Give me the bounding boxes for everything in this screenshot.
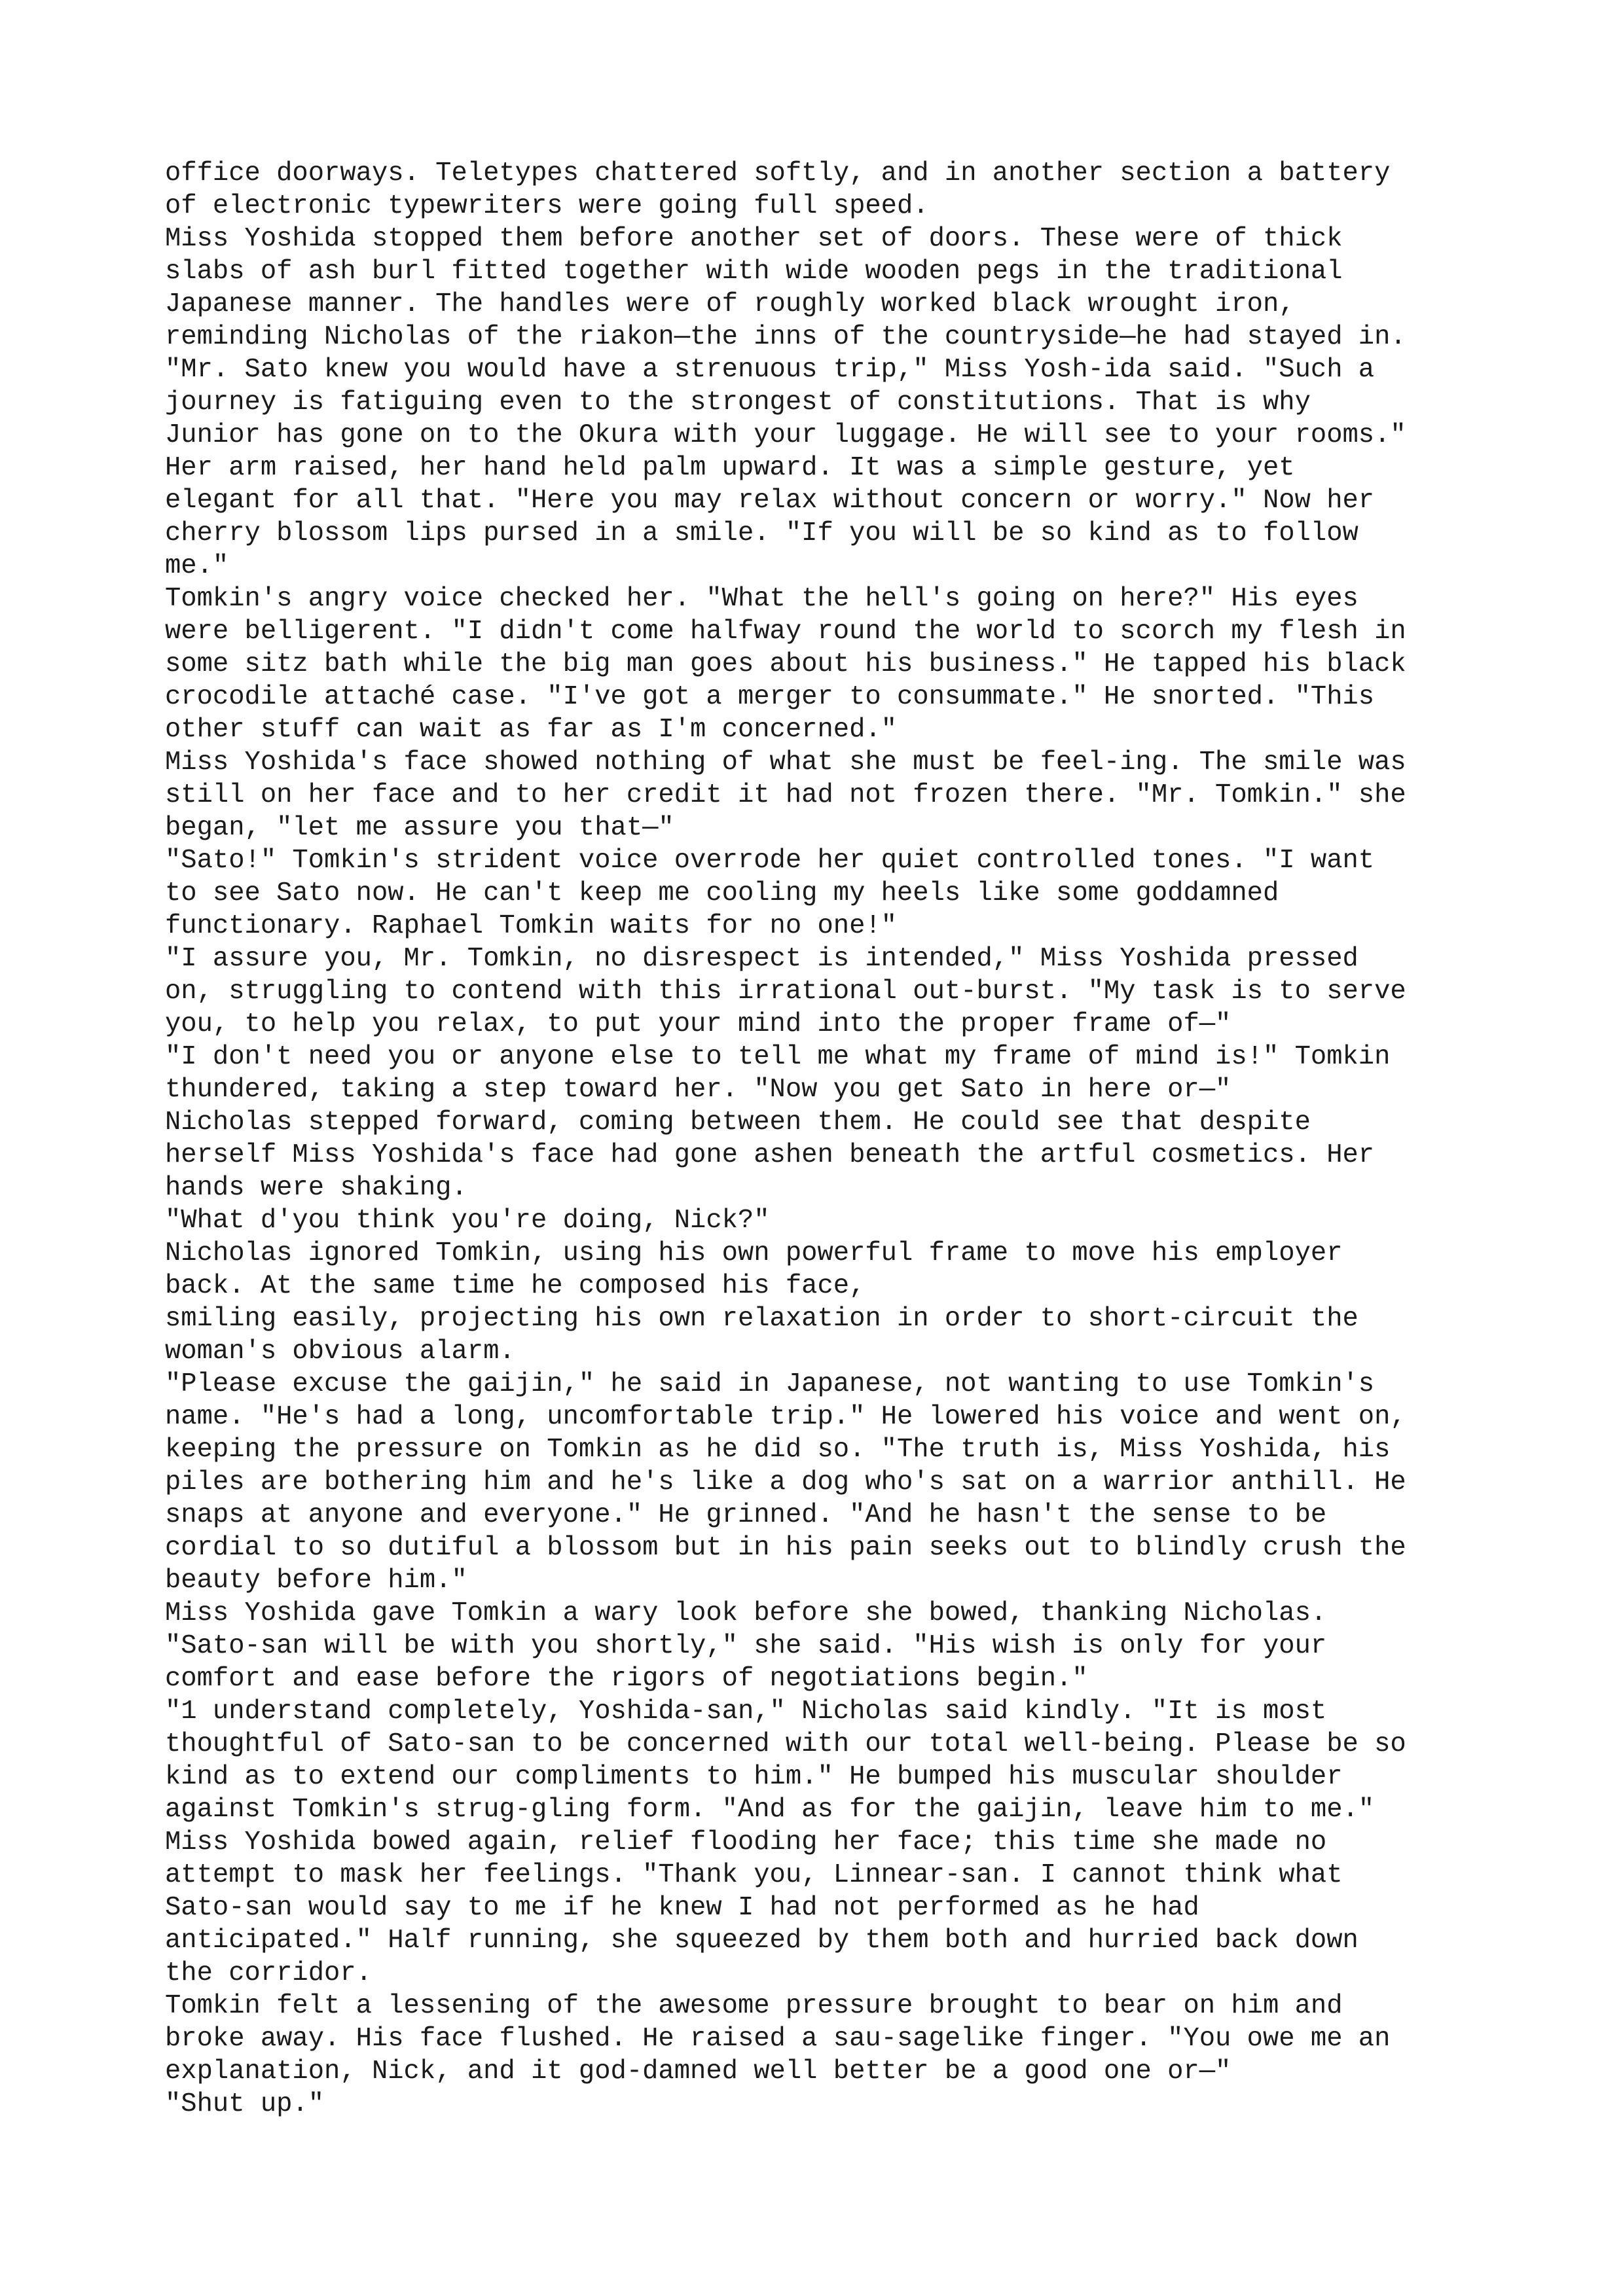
text-line: kind as to extend our compliments to him." He bumped his muscular shoulder bbox=[165, 1762, 1343, 1792]
text-line: on, struggling to contend with this irrational out-burst. "My task is to serve bbox=[165, 977, 1406, 1007]
text-line: thoughtful of Sato-san to be concerned with our total well-being. Please be so bbox=[165, 1729, 1406, 1759]
text-line: Miss Yoshida bowed again, relief flooding her face; this time she made no bbox=[165, 1827, 1327, 1857]
text-line: broke away. His face flushed. He raised a sau-sagelike finger. "You owe me an bbox=[165, 2024, 1391, 2054]
text-line: other stuff can wait as far as I'm concerned." bbox=[165, 715, 897, 745]
text-line: cordial to so dutiful a blossom but in his pain seeks out to blindly crush the bbox=[165, 1533, 1406, 1563]
text-line: slabs of ash burl fitted together with wide wooden pegs in the traditional bbox=[165, 257, 1343, 287]
text-line: Junior has gone on to the Okura with your luggage. He will see to your rooms." bbox=[165, 420, 1406, 450]
text-line: the corridor. bbox=[165, 1958, 372, 1988]
text-line: "Sato!" Tomkin's strident voice overrode her quiet controlled tones. "I want bbox=[165, 846, 1375, 876]
text-line: hands were shaking. bbox=[165, 1173, 467, 1203]
text-line: comfort and ease before the rigors of negotiations begin." bbox=[165, 1664, 1088, 1694]
text-line: some sitz bath while the big man goes about his business." He tapped his black bbox=[165, 649, 1406, 679]
text-line: "I don't need you or anyone else to tell me what my frame of mind is!" Tomkin bbox=[165, 1042, 1391, 1072]
text-line: still on her face and to her credit it had not frozen there. "Mr. Tomkin." she bbox=[165, 780, 1406, 810]
text-line: Tomkin felt a lessening of the awesome pressure brought to bear on him and bbox=[165, 1991, 1343, 2021]
text-line: attempt to mask her feelings. "Thank you, Linnear-san. I cannot think what bbox=[165, 1860, 1343, 1890]
text-line: snaps at anyone and everyone." He grinned. "And he hasn't the sense to be bbox=[165, 1500, 1327, 1530]
text-line: name. "He's had a long, uncomfortable trip." He lowered his voice and went on, bbox=[165, 1402, 1406, 1432]
text-line: thundered, taking a step toward her. "Now you get Sato in here or—" bbox=[165, 1075, 1231, 1105]
text-line: anticipated." Half running, she squeezed by them both and hurried back down bbox=[165, 1926, 1359, 1956]
text-line: Sato-san would say to me if he knew I had not performed as he had bbox=[165, 1893, 1199, 1923]
text-line: "Please excuse the gaijin," he said in Japanese, not wanting to use Tomkin's bbox=[165, 1369, 1375, 1399]
text-line: Tomkin's angry voice checked her. "What the hell's going on here?" His eyes bbox=[165, 584, 1359, 614]
text-line: to see Sato now. He can't keep me cooling my heels like some goddamned bbox=[165, 878, 1279, 908]
text-line: functionary. Raphael Tomkin waits for no one!" bbox=[165, 911, 897, 941]
text-line: Her arm raised, her hand held palm upward. It was a simple gesture, yet bbox=[165, 453, 1295, 483]
text-line: back. At the same time he composed his face, bbox=[165, 1271, 866, 1301]
text-line: were belligerent. "I didn't come halfway round the world to scorch my flesh in bbox=[165, 617, 1406, 647]
text-line: Miss Yoshida's face showed nothing of what she must be feel-ing. The smile was bbox=[165, 747, 1406, 778]
text-line: Miss Yoshida stopped them before another set of doors. These were of thick bbox=[165, 224, 1343, 254]
text-line: keeping the pressure on Tomkin as he did so. "The truth is, Miss Yoshida, his bbox=[165, 1435, 1391, 1465]
body-text bbox=[165, 157, 1474, 2121]
text-line: reminding Nicholas of the riakon—the inns of the countryside—he had stayed in. bbox=[165, 322, 1406, 352]
text-line: Nicholas ignored Tomkin, using his own powerful frame to move his employer bbox=[165, 1238, 1343, 1268]
text-line: beauty before him." bbox=[165, 1566, 467, 1596]
text-line: crocodile attaché case. "I've got a merger to consummate." He snorted. "This bbox=[165, 682, 1375, 712]
text-line: elegant for all that. "Here you may relax without concern or worry." Now her bbox=[165, 486, 1375, 516]
text-line: herself Miss Yoshida's face had gone ashen beneath the artful cosmetics. Her bbox=[165, 1140, 1375, 1170]
text-line: smiling easily, projecting his own relaxation in order to short-circuit the bbox=[165, 1304, 1359, 1334]
text-line: of electronic typewriters were going full speed. bbox=[165, 191, 929, 221]
text-line: "1 understand completely, Yoshida-san," Nicholas said kindly. "It is most bbox=[165, 1696, 1327, 1727]
text-line: journey is fatiguing even to the strongest of constitutions. That is why bbox=[165, 387, 1311, 418]
text-line: began, "let me assure you that—" bbox=[165, 813, 674, 843]
text-line: "I assure you, Mr. Tomkin, no disrespect is intended," Miss Yoshida pressed bbox=[165, 944, 1359, 974]
text-line: office doorways. Teletypes chattered softly, and in another section a battery bbox=[165, 158, 1391, 188]
text-line: explanation, Nick, and it god-damned well better be a good one or—" bbox=[165, 2056, 1231, 2087]
text-line: cherry blossom lips pursed in a smile. "If you will be so kind as to follow bbox=[165, 518, 1359, 548]
text-line: woman's obvious alarm. bbox=[165, 1336, 515, 1367]
text-line: Japanese manner. The handles were of roughly worked black wrought iron, bbox=[165, 289, 1295, 319]
text-line: Nicholas stepped forward, coming between them. He could see that despite bbox=[165, 1107, 1311, 1138]
text-line: against Tomkin's strug-gling form. "And as for the gaijin, leave him to me." bbox=[165, 1795, 1375, 1825]
text-line: "What d'you think you're doing, Nick?" bbox=[165, 1206, 770, 1236]
text-line: Miss Yoshida gave Tomkin a wary look before she bowed, thanking Nicholas. bbox=[165, 1598, 1327, 1628]
text-line: piles are bothering him and he's like a dog who's sat on a warrior anthill. He bbox=[165, 1467, 1406, 1498]
text-line: you, to help you relax, to put your mind into the proper frame of—" bbox=[165, 1009, 1231, 1039]
text-line: me." bbox=[165, 551, 229, 581]
text-line: "Sato-san will be with you shortly," she said. "His wish is only for your bbox=[165, 1631, 1327, 1661]
text-line: "Shut up." bbox=[165, 2089, 325, 2119]
text-line: "Mr. Sato knew you would have a strenuous trip," Miss Yosh-ida said. "Such a bbox=[165, 355, 1375, 385]
